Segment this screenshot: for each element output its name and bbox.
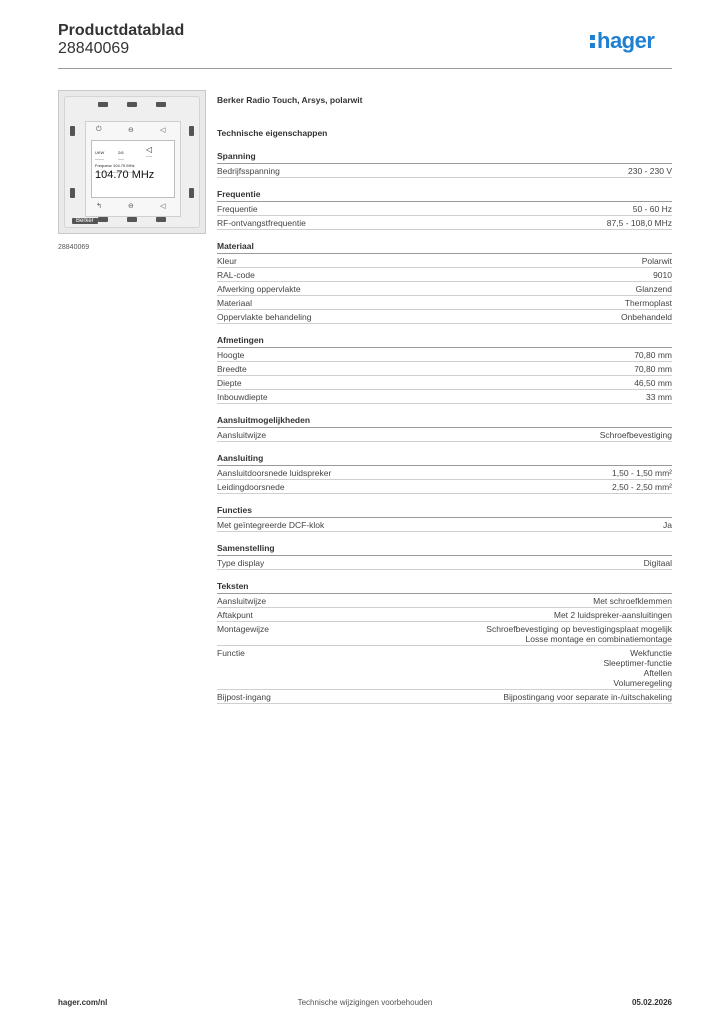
image-caption: 28840069 [58,244,90,251]
spec-value: 70,80 mm [634,364,672,374]
spec-row [217,608,672,622]
spec-label: Leidingdoorsnede [217,482,285,492]
spec-group-title: Teksten [217,581,672,594]
spec-group [217,241,672,324]
spec-label: Aansluitwijze [217,596,267,606]
spec-label: Inbouwdiepte [217,392,268,402]
spec-group-title: Functies [217,505,672,518]
display-station: 2/6 [118,146,124,160]
spec-value: Digitaal [643,558,672,568]
spec-row [217,282,672,296]
spec-group-title: Aansluitmogelijkheden [217,415,672,428]
spec-value: Ja [663,520,672,530]
spec-value: Polarwit [641,256,672,266]
spec-label: RAL-code [217,270,255,280]
minus-icon: ⊖ [128,127,134,134]
spec-label: Bijpost-ingang [217,692,271,702]
footer-date: 05.02.2026 [631,998,672,1007]
spec-row [217,518,672,532]
logo-text: hager [597,28,655,53]
display-frequency: 104.70 MHz [95,169,155,181]
spec-value: 33 mm [646,392,672,402]
spec-group [217,189,672,230]
spec-row [217,202,672,216]
spec-row [217,390,672,404]
spec-label: Hoogte [217,350,245,360]
spec-value: 230 - 230 V [628,166,672,176]
spec-value: Schroefbevestiging [599,430,672,440]
spec-table [217,95,672,704]
spec-group-title: Spanning [217,151,672,164]
spec-row [217,428,672,442]
footer-notice: Technische wijzigingen voorbehouden [297,998,433,1007]
header-divider [58,68,672,69]
spec-group [217,415,672,442]
spec-label: Montagewijze [217,624,269,634]
spec-label: Aansluitwijze [217,430,267,440]
spec-value: Schroefbevestiging op bevestigingsplaat mogelijk Losse montage en combinatiemontage [486,624,672,644]
spec-group [217,543,672,570]
spec-value: Bijpostingang voor separate in-/uitschakeling [503,692,672,702]
display-band: UKW [95,146,104,160]
spec-value: 70,80 mm [634,350,672,360]
speaker-icon: ◁ [160,203,166,210]
spec-group [217,505,672,532]
spec-row [217,362,672,376]
display-frequency-label: Frequenz 104.70 MHz [95,159,135,173]
spec-label: Oppervlakte behandeling [217,312,312,322]
spec-group [217,453,672,494]
spec-row [217,480,672,494]
product-number: 28840069 [58,40,130,57]
spec-row [217,310,672,324]
spec-group-title: Samenstelling [217,543,672,556]
spec-row [217,594,672,608]
spec-value: Glanzend [635,284,672,294]
spec-group [217,151,672,178]
spec-value: 50 - 60 Hz [632,204,672,214]
spec-row [217,348,672,362]
spec-group [217,335,672,404]
spec-label: Frequentie [217,204,258,214]
spec-value: 46,50 mm [634,378,672,388]
spec-row [217,254,672,268]
spec-value: 1,50 - 1,50 mm² [612,468,672,478]
spec-label: Type display [217,558,265,568]
spec-row [217,646,672,690]
spec-group-title: Afmetingen [217,335,672,348]
spec-label: Aftakpunt [217,610,253,620]
spec-group-title: Materiaal [217,241,672,254]
spec-label: Breedte [217,364,247,374]
spec-label: Bedrijfsspanning [217,166,280,176]
spec-value: 87,5 - 108,0 MHz [606,218,672,228]
spec-value: Met 2 luidspreker-aansluitingen [553,610,672,620]
radio-display [91,140,175,198]
spec-row [217,268,672,282]
document-title: Productdatablad [58,22,185,39]
spec-label: Met geïntegreerde DCF-klok [217,520,325,530]
brand-label: Berker [72,218,98,224]
spec-label: Afwerking oppervlakte [217,284,301,294]
spec-value: 2,50 - 2,50 mm² [612,482,672,492]
device-insert [85,121,181,217]
spec-row [217,466,672,480]
spec-label: Materiaal [217,298,252,308]
product-image [58,90,206,234]
logo-colon-icon [590,31,596,49]
spec-label: Aansluitdoorsnede luidspreker [217,468,332,478]
spec-row [217,296,672,310]
spec-value: Thermoplast [624,298,672,308]
spec-group [217,581,672,704]
spec-group-title: Aansluiting [217,453,672,466]
spec-row [217,556,672,570]
spec-groups [217,151,672,704]
spec-label: Kleur [217,256,237,266]
hager-logo [590,28,654,54]
display-speaker-icon: ◁ [146,143,152,157]
spec-row [217,376,672,390]
footer-website[interactable]: hager.com/nl [58,998,108,1007]
spec-label: Diepte [217,378,242,388]
product-name: Berker Radio Touch, Arsys, polarwit [217,95,363,105]
spec-row [217,622,672,646]
speaker-icon: ◁ [160,127,166,134]
spec-row [217,164,672,178]
spec-row [217,216,672,230]
spec-label: RF-ontvangstfrequentie [217,218,306,228]
spec-value: 9010 [653,270,672,280]
spec-row [217,690,672,704]
return-icon: ↰ [96,203,102,210]
spec-value: Onbehandeld [620,312,672,322]
power-icon: ⏻ [96,126,102,133]
minus-icon: ⊖ [128,203,134,210]
spec-label: Functie [217,648,245,658]
device-frame [64,96,200,228]
spec-value: Met schroefklemmen [593,596,672,606]
spec-value: Wekfunctie Sleeptimer-functie Aftellen Volumeregeling [603,648,672,688]
section-heading: Technische eigenschappen [217,128,328,138]
spec-group-title: Frequentie [217,189,672,202]
